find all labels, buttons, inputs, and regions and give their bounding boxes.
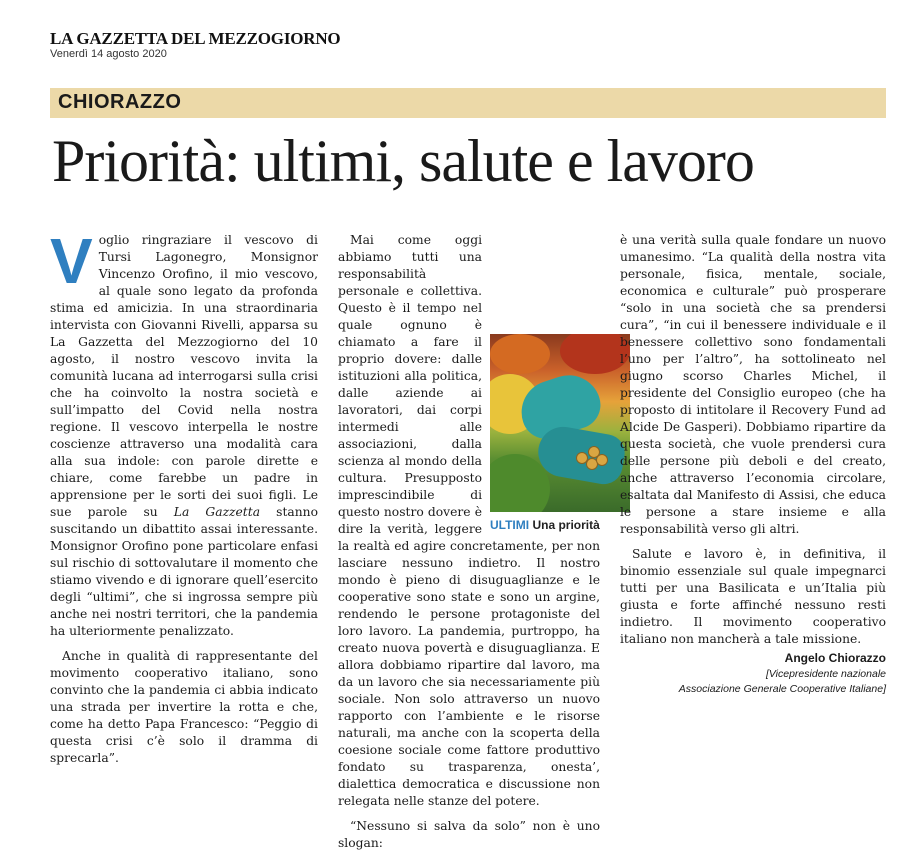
paragraph-6: Salute e lavoro è, in definitiva, il binomio essenziale sul quale impegnarci tutti per una Basilicata e un’Italia più giusta e forte affinché nessuno resti indietro. Il movimento cooperativo italiano non mancherà a tale missione.	[620, 547, 886, 646]
paragraph-3: Mai come oggi abbiamo tutti una responsabilità personale e collettiva. Questo è il tempo nel quale ognuno è chiamato a fare il proprio dovere: dalle istituzioni alla politica, dalle aziende ai lavoratori, dai corpi intermedi alle associazioni, dalla scienza al mondo della cultura. Presupposto imprescindibile di questo nostro dovere è dire la verità, leggere la realtà ed agire concretamente, per non lasciare nessuno indietro. Il nostro mondo è pieno di disuguaglianze e le cooperative sono state e sono un argine, rendendo le persone protagoniste del loro lavoro. La pandemia, purtroppo, ha creato nuova povertà e disuguaglianza. E allora dobbiamo ripartire dal lavoro, ma da un lavoro che sia necessariamente più sociale. Non solo attraverso un nuovo rapporto con l’ambiente e le risorse naturali, ma anche con la scoperta della coesione sociale come fattore produttivo fondato su trasparenza, onesta’, dialettica democratica e discussione non relegata nelle stanze del potere.	[338, 233, 600, 808]
paragraph-2: Anche in qualità di rappresentante del movimento cooperativo italiano, sono convinto che la pandemia ci abbia indicato una strada per invertire la rotta e che, come ha detto Papa Francesco: “Peggio di questa crisi c’è solo il dramma di sprecarla”.	[50, 649, 318, 765]
publication-date: Venerdì 14 agosto 2020	[50, 48, 167, 60]
headline: Priorità: ultimi, salute e lavoro	[52, 128, 754, 194]
article-column-3	[620, 232, 886, 697]
caption-keyword: ULTIMI	[490, 518, 530, 532]
article-column-1	[50, 225, 318, 767]
article-column-2	[338, 232, 600, 852]
oranges-image	[490, 334, 550, 374]
paragraph-5: è una verità sulla quale fondare un nuovo umanesimo. “La qualità della nostra vita personale, fisica, mentale, sociale, economica e culturale” può prosperare “solo in una società che sa prendersi cura”, “in cui il benessere individuale e il benessere collettivo sono fondamentali l’uno per l’altro”, ha sottolineato nel giugno scorso Charles Michel, il presidente del Consiglio europeo (che ha proposto di intitolare il Recovery Fund ad Alcide De Gasperi). Dobbiamo ripartire da questa società, che vuole prendersi cura delle persone più deboli e del creato, anche attraverso l’economia circolare, esaltata dal Manifesto di Assisi, che educa le persone a stare insieme e alla responsabilità verso gli altri.	[620, 233, 886, 536]
caption-text: Una priorità	[529, 518, 600, 532]
author-organization: Associazione Generale Cooperative Italiane]	[678, 683, 886, 695]
newspaper-mention: La Gazzetta	[173, 505, 261, 519]
masthead	[50, 30, 340, 61]
kicker-bar	[50, 88, 886, 118]
kicker-label: CHIORAZZO	[58, 91, 182, 113]
article-photo	[490, 334, 630, 512]
author-role: [Vicepresidente nazionale	[765, 668, 886, 680]
drop-cap: V	[50, 225, 93, 297]
coin-image	[588, 446, 600, 458]
photo-caption	[490, 518, 630, 532]
paragraph-1: Voglio ringraziare il vescovo di Tursi Lagonegro, Monsignor Vincenzo Orofino, il mio vescovo, al quale sono legato da profonda stima ed amicizia. In una straordinaria intervista con Giovanni Rivelli, apparsa su La Gazzetta del Mezzogiorno del 10 agosto, il nostro vescovo invita la comunità lucana ad interrogarsi sulla crisi che ha coinvolto la nostra società e sull’impatto del Covid nella nostra regione. Il vescovo interpella le nostre coscienze attraverso una modalità cara alla sua indole: con parole dirette e chiare, come farebbe un padre in apprensione per le sorti dei suoi figli. Le sue parole su La Gazzetta stanno suscitando un dibattito assai interessante. Monsignor Orofino pone particolare enfasi sul rischio di sottovalutare il momento che stiamo vivendo e di ignorare quell’esercito degli “ultimi”, che si ingrossa sempre più anche nei nostri territori, che la pandemia ha ulteriormente penalizzato.	[50, 225, 318, 638]
author-name: Angelo Chiorazzo	[784, 651, 886, 665]
paragraph-4: “Nessuno si salva da solo” non è uno slogan:	[338, 819, 600, 850]
newspaper-title: LA GAZZETTA DEL MEZZOGIORNO	[50, 29, 341, 48]
